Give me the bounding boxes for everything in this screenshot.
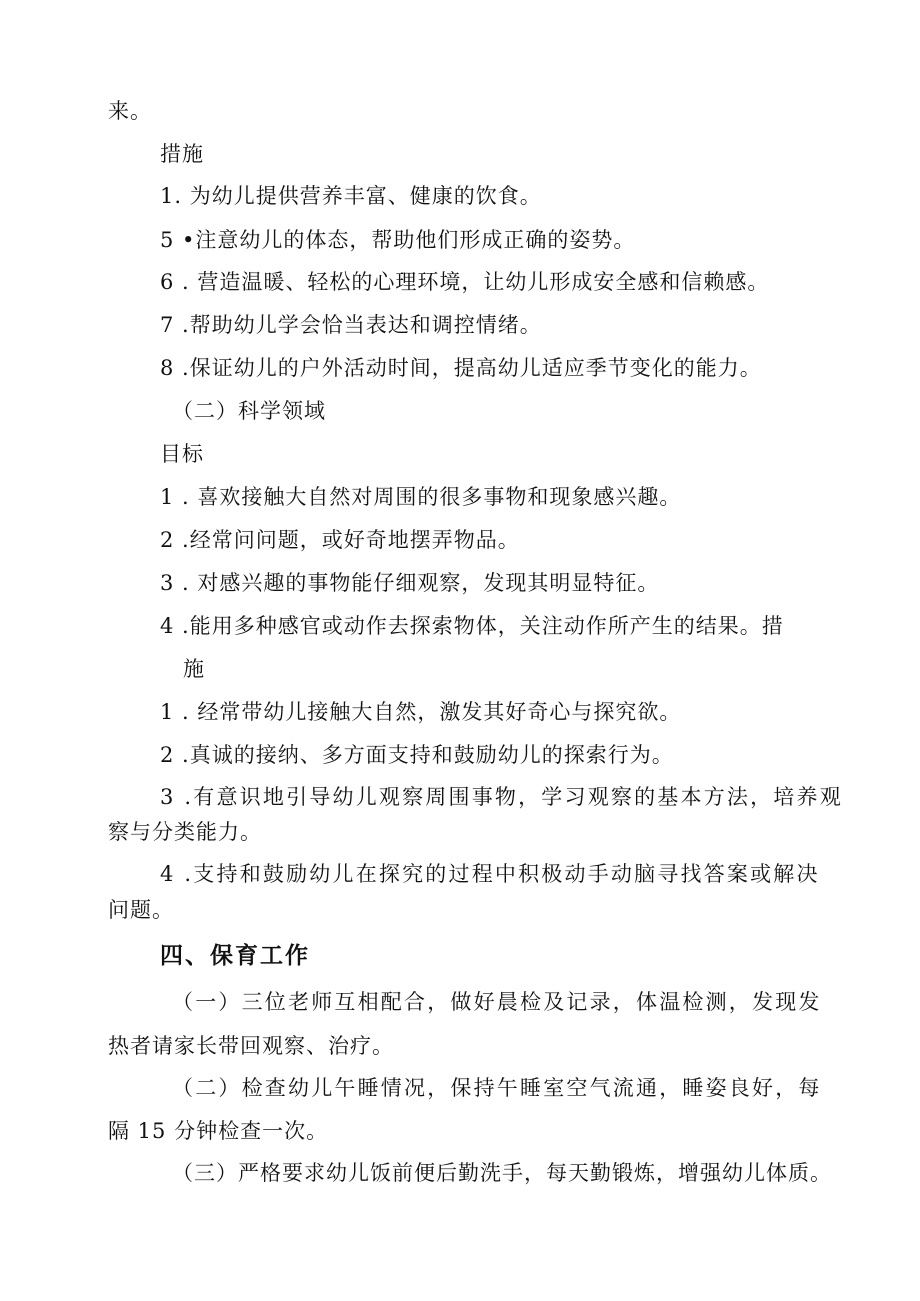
list-item: 1. 为幼儿提供营养丰富、健康的饮食。 [160, 184, 542, 208]
list-item-continuation: 施 [183, 657, 205, 681]
section-heading-science: （二）科学领域 [172, 399, 326, 423]
list-item: 1 . 喜欢接触大自然对周围的很多事物和现象感兴趣。 [160, 485, 682, 509]
list-item: 1 . 经常带幼儿接触大自然，激发其好奇心与探究欲。 [160, 700, 682, 724]
list-item-continuation: 察与分类能力。 [108, 820, 262, 844]
paragraph-continuation: 热者请家长带回观察、治疗。 [108, 1034, 394, 1058]
subheading-measures: 措施 [160, 142, 204, 166]
text-line: 来。 [108, 99, 152, 123]
list-item: 8 .保证幼儿的户外活动时间，提高幼儿适应季节变化的能力。 [160, 356, 762, 380]
list-item: 5 •注意幼儿的体态，帮助他们形成正确的姿势。 [160, 228, 636, 252]
list-item-continuation: 问题。 [108, 898, 174, 922]
section-heading-care-work: 四、保育工作 [160, 943, 310, 969]
paragraph: （三）严格要求幼儿饭前便后勤洗手，每天勤锻炼，增强幼儿体质。 [172, 1161, 832, 1185]
list-item: 2 .经常问问题，或好奇地摆弄物品。 [160, 528, 520, 552]
list-item: 3 .有意识地引导幼儿观察周围事物，学习观察的基本方法，培养观 [160, 785, 843, 809]
list-item: 4 .能用多种感官或动作去探索物体，关注动作所产生的结果。措 [160, 614, 784, 638]
subheading-goals: 目标 [160, 442, 204, 466]
paragraph: （一）三位老师互相配合，做好晨检及记录，体温检测，发现发 [172, 990, 822, 1014]
paragraph-continuation: 隔 15 分钟检查一次。 [108, 1119, 329, 1143]
paragraph: （二）检查幼儿午睡情况，保持午睡室空气流通，睡姿良好，每 [172, 1076, 822, 1100]
list-item: 3 . 对感兴趣的事物能仔细观察，发现其明显特征。 [160, 571, 660, 595]
list-item: 7 .帮助幼儿学会恰当表达和调控情绪。 [160, 313, 542, 337]
list-item: 6 . 营造温暖、轻松的心理环境，让幼儿形成安全感和信赖感。 [160, 270, 770, 294]
list-item: 4 .支持和鼓励幼儿在探究的过程中积极动手动脑寻找答案或解决 [160, 862, 820, 886]
list-item: 2 .真诚的接纳、多方面支持和鼓励幼儿的探索行为。 [160, 743, 674, 767]
